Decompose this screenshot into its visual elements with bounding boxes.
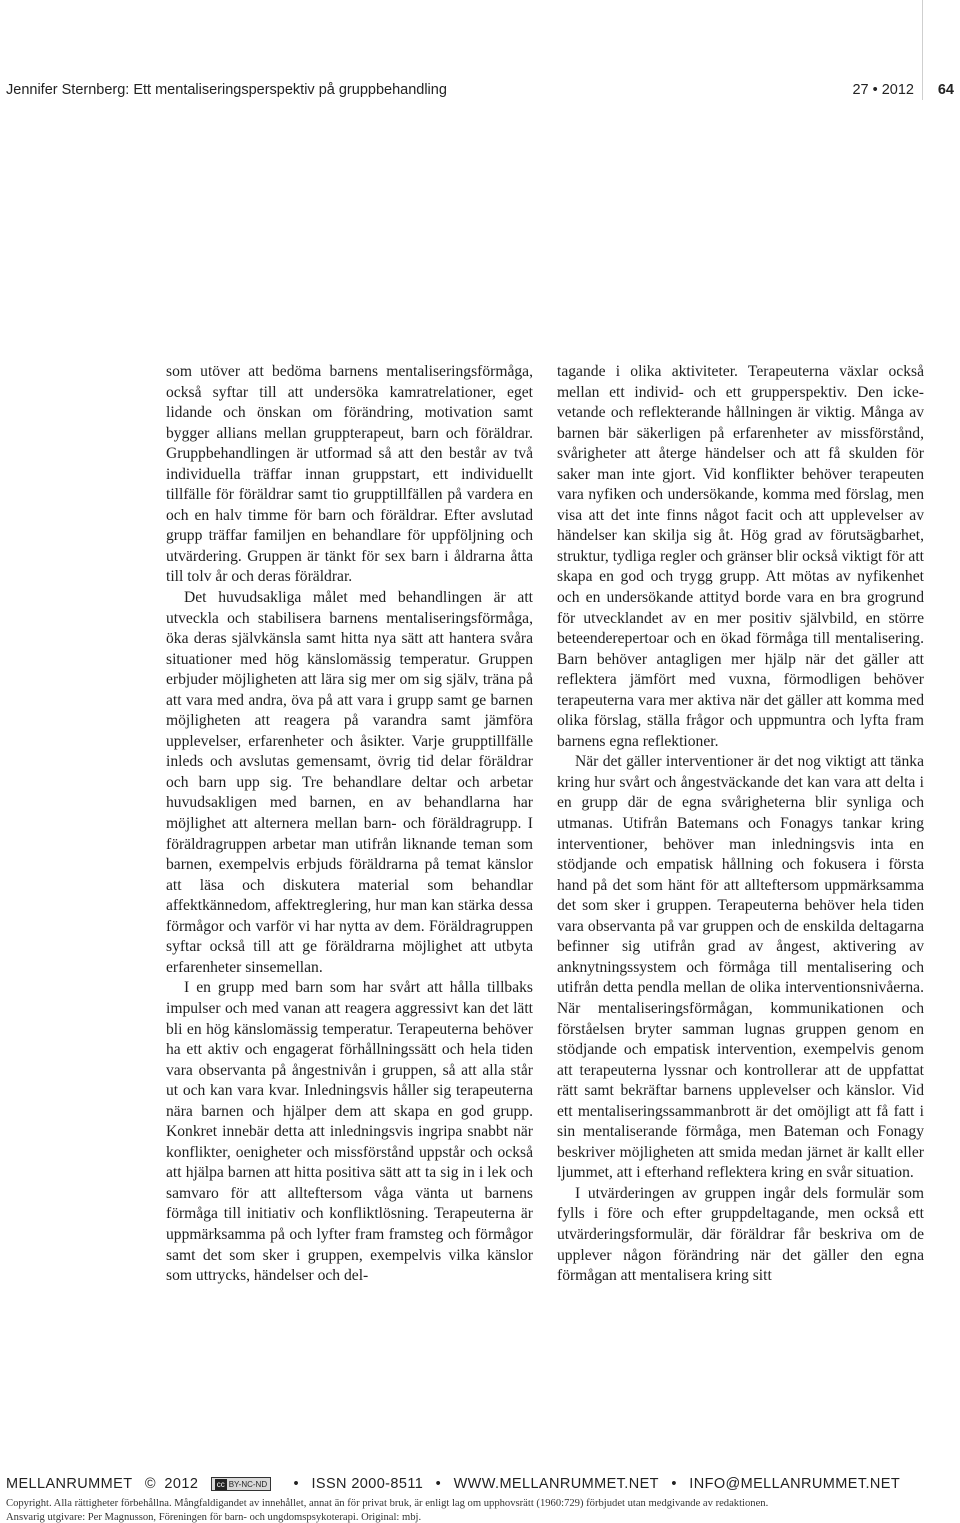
footer-year: 2012 [164, 1476, 199, 1493]
footer-brand: MELLANRUMMET [6, 1476, 133, 1493]
left-column [166, 362, 533, 1287]
footer-masthead [6, 1476, 900, 1492]
separator-dot: • [435, 1476, 442, 1493]
paragraph: tagande i olika aktiviteter. Terapeuterna växlar också mellan ett individ- och ett grupperspektiv. Den icke-vetande och reflekterande hållningen är viktig. Många av barnen bär säkerligen på erfarenheter av missförstånd, svårigheter att återge händelser och att få skulden för saker man inte gjort. Vid konflikter behöver terapeuten vara nyfiken och undersökande, komma med förslag, men visa att det inte finns något facit och att upplevelser av händelser kan skilja sig åt. Hög grad av förutsägbarhet, struktur, tydliga regler och gränser blir också viktigt för att skapa en god och trygg grupp. Att mötas av nyfikenhet och en undersökande attityd borde vara en bra grogrund för utvecklandet av en mer positiv självbild, en större beteenderepertoar och en ökad förmåga till mentalisering. Barn behöver antagligen mer hjälp när det gäller att reflektera jämfört med vuxna, förmodligen behöver terapeuterna vara mer aktiva när det gäller att komma med olika förslag, ställa frågor och uppmuntra och lyfta fram barnens egna reflektioner. [557, 363, 924, 750]
footer-website-link[interactable]: WWW.MELLANRUMMET.NET [453, 1476, 659, 1493]
license-text: BY-NC-ND [228, 1479, 268, 1489]
footer-publisher: Ansvarig utgivare: Per Magnusson, Föreningen för barn- och ungdomspsykoterapi. Original: mbj. [6, 1512, 422, 1523]
paragraph: I utvärderingen av gruppen ingår dels formulär som fylls i före och efter gruppdeltagande, men också ett utvärderingsformulär, där föräldrar får beskriva om de upplever någon förändring när det gäller den egna förmågan att mentalisera kring sitt [557, 1184, 924, 1285]
cc-license-badge [211, 1477, 271, 1490]
page-number: 64 [937, 82, 954, 98]
copyright-symbol: © [144, 1476, 156, 1493]
footer-issn: ISSN 2000-8511 [311, 1476, 424, 1493]
right-column [557, 362, 924, 1287]
paragraph: Det huvudsakliga målet med behandlingen är att utveckla och stabilisera barnens mentaliseringsförmåga, öka deras självkänsla samt hitta nya sätt att hantera svåra situationer med hög känslomässig temperatur. Gruppen erbjuder möjligheten att lära sig mer om sig själv, träna på att vara med andra, öva på att vara i grupp samt ge barnen möjligheten att reagera på varandra samt jämföra upplevelser, erfarenheter och åsikter. Varje grupptillfälle inleds och avslutas gemensamt, övrig tid delar föräldrar och barn upp sig. Tre behandlare deltar och arbetar huvudsakligen med barnen, en av behandlarna har möjlighet att alternera mellan barn- och föräldragrupp. I föräldragruppen arbetar man utifrån liknande teman som barnen, exempelvis erbjuds föräldrarna på temat känslor att läsa och diskutera material som behandlar affektkännedom, affektreglering, hur man kan stärka dessa förmågor och varför vi har nytta av dem. Föräldragruppen syftar också till att ge föräldrarna möjlighet att utbyta erfarenheter sinsemellan. [166, 589, 533, 976]
footer-legal: Copyright. Alla rättigheter förbehållna. Mångfaldigandet av innehållet, annat än för privat bruk, är enligt lag om upphovsrätt (1960:729) förbjudet utan medgivande av redaktionen. [6, 1498, 769, 1509]
separator-dot: • [293, 1476, 300, 1493]
separator-dot: • [671, 1476, 677, 1493]
running-header [0, 80, 960, 102]
paragraph: I en grupp med barn som har svårt att hålla tillbaks impulser och med vanan att reagera aggressivt kan det lätt bli en hög känslomässig temperatur. Terapeuterna behöver ha ett aktiv och engagerat förhållningssätt och hela tiden vara observanta på ångestnivån i gruppen, så att alla står ut och kan vara kvar. Inledningsvis håller sig terapeuterna nära barnen och hjälper dem att skapa en god grupp. Konkret innebär detta att inledningsvis ingripa snabbt när konflikter, oenigheter och missförstånd uppstår och också att hjälpa barnen att hitta positiva sätt att ta sig in i lek och samvaro för att allteftersom våga vänta ut barnens förmåga till initiativ och konfliktlösning. Terapeuterna är uppmärksamma på och lyfter fram framsteg och förmågor samt det som sker i gruppen, exempelvis vilka känslor som uttrycks, händelser och del- [166, 979, 533, 1285]
footer-email-link[interactable]: INFO@MELLANRUMMET.NET [689, 1476, 901, 1493]
paragraph: som utöver att bedöma barnens mentaliseringsförmåga, också syftar till att undersöka kamratrelationer, eget lidande och önskan om förändring, motivation samt bygger allians mellan gruppterapeut, barn och föräldrar. Gruppbehandlingen är utformad så att den består av två individuella träffar innan gruppstart, ett individuellt tillfälle för föräldrar samt tio grupptillfällen på vardera en och en halv timme för barn och föräldrar. Efter avslutad grupp träffar familjen en behandlare för uppföljning och utvärdering. Gruppen är tänkt för sex barn i åldrarna åtta till tolv år och deras föräldrar. [166, 363, 533, 586]
cc-icon: cc [216, 1479, 225, 1489]
issue-info: 27 • 2012 [852, 82, 914, 98]
article-title: Jennifer Sternberg: Ett mentaliseringsperspektiv på gruppbehandling [6, 82, 447, 98]
paragraph: När det gäller interventioner är det nog viktigt att tänka kring hur svårt och ångestväckande det kan vara att delta i en grupp där de egna svårigheterna blir synliga och utmanas. Utifrån Batemans och Fonagys tankar kring interventioner, behöver man inledningsvis inta en stödjande och empatisk hållning och fokusera i första hand på det som hänt för att allteftersom uppmärksamma det som sker i gruppen. Terapeuterna behöver hela tiden vara observanta på var gruppen och de enskilda deltagarna befinner sig utifrån grad av ångest, aktivering av anknytningssystem och förmåga till mentalisering och utifrån detta pendla mellan de olika interventionsnivåerna. När mentaliseringsförmågan, kommunikationen och förståelsen bryter samman lugnas gruppen genom en stödjande och empatisk intervention, exempelvis genom att terapeuterna lyssnar och kontrollerar att de uppfattat rätt samt bekräftar barnens upplevelser och känslor. Vid ett mentaliseringssammanbrott är det omöjligt att få fatt i sin mentaliserande förmåga, men Bateman och Fonagy beskriver möjligheten att smida medan järnet är kallt eller ljummet, att i efterhand reflektera kring en svår situation. [557, 753, 924, 1182]
